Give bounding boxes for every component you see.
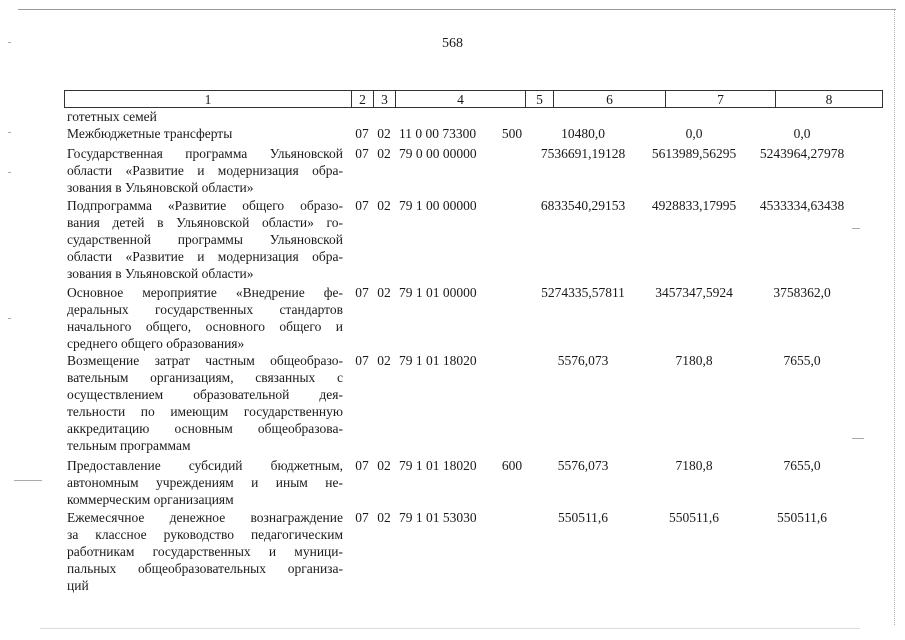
row-name-line: вательным организациям, связанных с [67, 370, 343, 385]
page-number: 568 [442, 36, 463, 51]
row-name-line: области «Развитие и модернизация обра- [67, 249, 343, 264]
row-name [67, 197, 343, 282]
cell-col-6: 550511,6 [557, 510, 609, 525]
row-name [67, 284, 343, 352]
cell-col-2: 07 [355, 510, 369, 525]
cell-col-4: 79 1 01 18020 [399, 458, 477, 473]
row-name-line: среднего общего образования» [67, 336, 245, 351]
cell-col-8: 7655,0 [783, 353, 821, 368]
scan-bottom-edge [40, 628, 860, 629]
table-header-row [64, 90, 883, 108]
row-name-line: пальных общеобразовательных организа- [67, 561, 343, 576]
header-col-8: 8 [775, 91, 882, 107]
row-name-line: коммерческим организациям [67, 492, 234, 507]
cell-col-3: 02 [377, 458, 391, 473]
cell-col-8: 5243964,27978 [759, 146, 845, 161]
cell-col-6: 5274335,57811 [541, 285, 625, 300]
cell-col-8: 3758362,0 [773, 285, 831, 300]
cell-col-6: 10480,0 [561, 126, 605, 141]
cell-col-6: 7536691,19128 [540, 146, 626, 161]
row-name-line: Предоставление субсидий бюджетным, [67, 458, 343, 473]
cell-col-5: 600 [501, 458, 523, 473]
row-name [67, 509, 343, 594]
row-name-line: осуществлением образовательной дея- [67, 387, 343, 402]
row-name-line: аккредитацию основным общеобразова- [67, 421, 343, 436]
cell-col-4: 79 1 00 00000 [399, 198, 477, 213]
header-col-3: 3 [373, 91, 395, 107]
row-name [67, 457, 343, 508]
row-name-line: работникам государственных и муници- [67, 544, 343, 559]
cell-col-2: 07 [355, 458, 369, 473]
cell-col-7: 7180,8 [675, 353, 713, 368]
cell-col-3: 02 [377, 285, 391, 300]
header-col-6: 6 [553, 91, 665, 107]
cell-col-2: 07 [355, 146, 369, 161]
row-name-line: области «Развитие и модернизация обра- [67, 163, 343, 178]
row-name-line: начального общего, основного общего и [67, 319, 343, 334]
header-col-7: 7 [665, 91, 775, 107]
row-name-line: зования в Ульяновской области» [67, 180, 254, 195]
scan-speck [14, 480, 42, 481]
cell-col-6: 6833540,29153 [540, 198, 626, 213]
row-name-line: Основное мероприятие «Внедрение фе- [67, 285, 343, 300]
cell-col-5: 500 [501, 126, 523, 141]
cell-col-4: 79 1 01 18020 [399, 353, 477, 368]
cell-col-3: 02 [377, 146, 391, 161]
row-name-line: тельности по имеющим государственную [67, 404, 343, 419]
row-name-line: Государственная программа Ульяновской [67, 146, 343, 161]
row-name-line: Возмещение затрат частным общеобразо- [67, 353, 343, 368]
row-name-line: зования в Ульяновской области» [67, 266, 254, 281]
cell-col-7: 4928833,17995 [651, 198, 737, 213]
row-name-line: сударственной программы Ульяновской [67, 232, 343, 247]
row-name [67, 352, 343, 454]
cell-col-8: 550511,6 [776, 510, 828, 525]
scan-speck [8, 172, 11, 173]
cell-col-4: 79 0 00 00000 [399, 146, 477, 161]
cell-col-6: 5576,073 [557, 458, 609, 473]
cell-col-7: 7180,8 [675, 458, 713, 473]
cell-col-4: 11 0 00 73300 [399, 126, 477, 141]
cell-col-2: 07 [355, 126, 369, 141]
cell-col-8: 4533334,63438 [759, 198, 845, 213]
scan-speck [852, 438, 864, 439]
row-name [67, 145, 343, 196]
cell-col-7: 550511,6 [668, 510, 720, 525]
cell-col-6: 5576,073 [557, 353, 609, 368]
header-col-5: 5 [525, 91, 553, 107]
cell-col-3: 02 [377, 353, 391, 368]
row-name-line: тельным программам [67, 438, 191, 453]
cell-col-3: 02 [377, 126, 391, 141]
cell-col-2: 07 [355, 353, 369, 368]
row-name-line: Ежемесячное денежное вознаграждение [67, 510, 343, 525]
top-border-line [18, 9, 896, 10]
cell-col-3: 02 [377, 510, 391, 525]
row-name [67, 125, 343, 142]
row-name-line: ций [67, 578, 89, 593]
cell-col-4: 79 1 01 53030 [399, 510, 477, 525]
scan-speck [8, 318, 11, 319]
row-name-line: вания детей в Ульяновской области» го- [67, 215, 343, 230]
header-col-2: 2 [351, 91, 373, 107]
cell-col-8: 7655,0 [783, 458, 821, 473]
header-col-1: 1 [204, 92, 212, 107]
cell-col-2: 07 [355, 198, 369, 213]
cell-col-8: 0,0 [793, 126, 811, 141]
scan-speck [852, 228, 860, 229]
cell-col-7: 0,0 [685, 126, 703, 141]
continuation-text: готетных семей [67, 109, 157, 124]
cell-col-3: 02 [377, 198, 391, 213]
scan-speck [8, 42, 11, 43]
cell-col-7: 5613989,56295 [651, 146, 737, 161]
cell-col-2: 07 [355, 285, 369, 300]
row-name-line: Подпрограмма «Развитие общего образо- [67, 198, 343, 213]
header-col-4: 4 [395, 91, 525, 107]
right-margin-line [894, 10, 895, 625]
row-name-line: деральных государственных стандартов [67, 302, 343, 317]
cell-col-4: 79 1 01 00000 [399, 285, 477, 300]
row-name-line: за классное руководство педагогическим [67, 527, 343, 542]
cell-col-7: 3457347,5924 [655, 285, 733, 300]
row-name-line: автономным учреждениям и иным не- [67, 475, 343, 490]
row-name-line: Межбюджетные трансферты [67, 126, 233, 141]
scan-speck [8, 132, 11, 133]
